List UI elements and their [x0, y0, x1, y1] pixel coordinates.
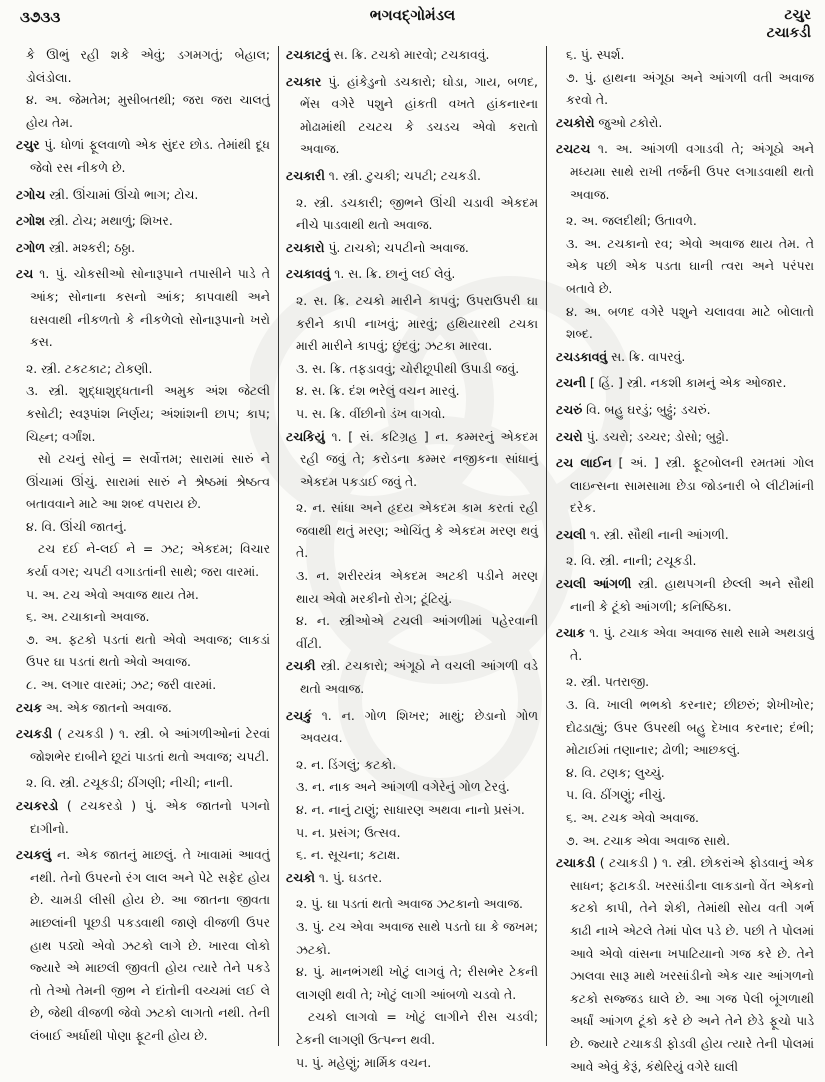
- dictionary-entry: [16, 210, 270, 233]
- idiom-definition: ટચકો લાગવો = ખોટું લાગીને રીસ ચડવી; ટેકની લાગણી ઉત્પન્ન થવી.: [296, 1009, 538, 1047]
- dictionary-entry: [556, 452, 814, 520]
- headword: ટચલી આંગળી: [556, 576, 632, 592]
- headword: ટચકરડો: [16, 798, 59, 813]
- headword: ટચરો: [556, 428, 583, 444]
- sense-definition: ૨. સ્ત્રી. ટકટકાટ; ટોકણી.: [26, 360, 153, 376]
- headword: ટચકી: [286, 658, 316, 674]
- definition: [ હિં. ] સ્ત્રી. નકશી કામનું એક ઓજાર.: [585, 375, 787, 391]
- dictionary-entry: [556, 573, 814, 618]
- sense-definition: ૪. વિ. ટણક; લુચ્ચું.: [566, 764, 665, 780]
- dictionary-entry: [286, 44, 538, 67]
- headword: ટચડકાવવું: [556, 348, 608, 364]
- dictionary-entry: [556, 346, 814, 369]
- headword: ટચટચ: [556, 141, 591, 157]
- sense-definition: ૩. સ્ત્રી. શુદ્ધાશુદ્ધતાની અમુક અંશ જેટલી કસોટી; સ્વરૂપાંશ નિર્ણય; અંશાંશની છાપ; કાપ; ચિહ્ન; વર્ગાંશ.: [26, 383, 270, 444]
- sense-definition: ૫. ન. પ્રસંગ; ઉત્સવ.: [296, 824, 401, 840]
- definition: ( ટચકડી ) ૧. સ્ત્રી. બે આંગળીઓનાં ટેરવાં જોશભેર દાબીને છૂટાં પાડતાં થતો અવાજ; ચપટી.: [30, 726, 270, 764]
- headword: ટચકાર: [286, 73, 322, 89]
- sense-definition: ૪. ન. નાનું ટાણું; સાધારણ અથવા નાનો પ્રસંગ.: [296, 802, 525, 817]
- sense-definition: ૬. પું. સ્પર્શ.: [566, 47, 625, 62]
- column-divider: [546, 46, 547, 1046]
- guide-words: [767, 6, 811, 42]
- definition: ૧. ન. ગોળ શિખર; માથું; છેડાનો ગોળ અવયવ.: [300, 707, 538, 746]
- dictionary-entry: [556, 622, 814, 667]
- headword: ટચ: [16, 266, 34, 282]
- headword: ટચરું: [556, 401, 583, 417]
- sense-definition: ૨. અ. જલદીથી; ઉતાવળે.: [566, 213, 697, 229]
- sense-definition: ૭. પું. હાથના અંગૂઠા અને આંગળી વતી અવાજ કરવો તે.: [566, 69, 814, 108]
- sense-definition: ૮. અ. લગાર વારમાં; ઝટ; જરી વારમાં.: [26, 677, 217, 693]
- idiom-definition: ટચ દઈ ને-લઈ ને = ઝટ; એકદમ; વિચાર કર્યા વગર; ચપટી વગાડતાંની સાથે; જરા વારમાં.: [26, 541, 270, 580]
- headword: ટચાક: [556, 625, 585, 641]
- definition: પું. હાંકેડુનો ડચકારો; ઘોડા, ગાય, બળદ, ભેંસ વગેરે પશુને હાંકતી વખતે હાંકનારના મોઢામાંથી ટચટચ કે ડચડચ એવો કરાતો અવાજ.: [300, 73, 538, 157]
- headword: ટચક: [16, 699, 42, 715]
- sense-definition: ૬. ન. સૂચના; કટાક્ષ.: [296, 847, 401, 863]
- column-2: [286, 44, 538, 1074]
- sense-definition: ૨. પું. ઘા પડતાં થતો અવાજ ઝટકાનો અવાજ.: [296, 896, 523, 912]
- dictionary-entry: [556, 138, 814, 206]
- dictionary-entry: [556, 399, 814, 422]
- sense-definition: ૪. અ. બળદ વગેરે પશુને ચલાવવા માટે બોલાતો શબ્દ.: [566, 303, 814, 342]
- definition: ૧. સ્ત્રી. સૌથી નાની આંગળી.: [586, 526, 729, 542]
- dictionary-entry: [286, 263, 538, 286]
- sense-definition: ૩. ન. નાક અને આંગળી વગેરેનું ગોળ ટેરવું.: [296, 779, 510, 795]
- definition: ૧. અ. આંગળી વગાડવી તે; અંગૂઠો અને મધ્યમા સાથે રાખી તર્જની ઉપર લગાડવાથી થતો અવાજ.: [570, 141, 814, 202]
- definition: પું. ટાચકો; ચપટીનો અવાજ.: [324, 239, 469, 255]
- definition: ૧. [ સં. કટિગ્રહ ] ન. કમ્મરનું એકદમ રહી જવું તે; કરોડના કમ્મર નજીકના સાંધાનું એકદમ પકડાઈ જવું તે.: [300, 428, 538, 489]
- definition: ૧. પું. ચોકસીઓ સોનારૂપાને તપાસીને પાડે તે આંક; સોનાના કસનો આંક; કાપવાથી અને ઘસવાથી નીકળતો કે નીકળેલો સોનારૂપાનો ખરો કસ.: [30, 266, 270, 350]
- definition: ૧. સ. ક્રિ. છાનું લઈ લેવું.: [330, 266, 456, 282]
- definition: ( ટચકરડો ) પું. એક જાતનો પગનો દાગીનો.: [30, 798, 270, 836]
- definition: વિ. બહુ ઘરડું; બુઢ્ઢું; ડચરું.: [582, 401, 711, 417]
- headword: ટચકાવવું: [286, 266, 331, 282]
- sense-definition: ૫. પું. મહેણું; માર્મિક વચન.: [296, 1054, 432, 1070]
- sense-definition: ૪. ન. સ્ત્રીઓએ ટચલી આંગળીમાં પહેરવાની વીંટી.: [296, 613, 538, 651]
- headword: ટચુર: [16, 137, 40, 153]
- headword: ટચકલું: [16, 847, 52, 863]
- guide-word-first: ટચુર: [784, 7, 811, 23]
- dictionary-entry: [556, 372, 814, 395]
- definition: સ્ત્રી. ટોચ; મથાળું; શિખર.: [44, 213, 173, 229]
- headword: ટચકું: [286, 707, 312, 723]
- definition: સ્ત્રી. હાથપગની છેલ્લી અને સૌથી નાની કે ટૂંકો આંગળી; કનિષ્ઠિકા.: [570, 576, 814, 614]
- definition: પું. ડચરો; ડચ્ચર; ડોસો; બુઢ્ઢો.: [582, 428, 729, 444]
- sense-definition: કે ઊભું રહી શકે એવું; ડગમગતું; બેહાલ; ડોલંડોલા.: [26, 47, 270, 85]
- dictionary-entry: [556, 524, 814, 547]
- headword: ટચની: [556, 375, 586, 391]
- sense-definition: ૪. પું. માનભંગથી ખોટું લાગવું તે; રીસભેર ટેકની લાગણી થવી તે; ખોટું લાગી આંબળો ચડવો તે.: [296, 964, 538, 1002]
- sense-definition: ૩. સ. ક્રિ. તફડાવવું; ચોરીછૂપીથી ઉપાડી જવું.: [296, 360, 520, 376]
- definition: સ્ત્રી. ઊંચામાં ઊંચો ભાગ; ટોચ.: [45, 186, 199, 202]
- sense-definition: ૨. વિ. સ્ત્રી. ટચૂકડી; ઠીંગણી; નીચી; નાની.: [26, 775, 234, 791]
- dictionary-entry: [286, 237, 538, 260]
- sense-definition: ૩. ન. શરીરયંત્ર એકદમ અટકી પડીને મરણ થાય એવો મરકીનો રોગ; ટૂંટિયું.: [296, 568, 538, 606]
- definition: ૧. પું. ટચાક એવા અવાજ સાથે સામે અથડાવું તે.: [570, 625, 814, 663]
- dictionary-entry: [556, 852, 814, 1078]
- sense-definition: ૨. વિ. સ્ત્રી. નાની; ટચૂકડી.: [566, 553, 697, 569]
- sense-definition: ૨. સ. ક્રિ. ટચકો મારીને કાપવું; ઉપરાઉપરી ઘા કરીને કાપી નાખવું; મારવું; હથિયારથી ટચકા મારી મારીને કાપવું; છુંદવું; ઝટકા મારવા.: [296, 292, 538, 354]
- sense-definition: ૨. ન. સાંધા અને હૃદય એકદમ કામ કરતાં રહી જવાથી થતું મરણ; ઓચિંતુ કે એકદમ મરણ થવું તે.: [296, 500, 538, 561]
- definition: સ. ક્રિ. વાપરવું.: [607, 348, 686, 364]
- dictionary-entry: [286, 655, 538, 700]
- sense-definition: ૫. વિ. ઠીંગણું; નીચું.: [566, 787, 666, 803]
- sense-definition: ૨. સ્ત્રી. ડચકારી; જીભને ઊંચી ચડાવી એકદમ નીચે પાડવાથી થતો અવાજ.: [296, 194, 538, 233]
- definition: સ્ત્રી. મશ્કરી; ઠઠ્ઠા.: [45, 239, 136, 255]
- headword: ટચકડી: [16, 726, 53, 742]
- page-header: [0, 0, 825, 44]
- guide-word-last: ટચાકડી: [766, 25, 811, 41]
- definition: [ અં. ] સ્ત્રી. ફૂટબોલની રમતમાં ગોલ લાઇન્સના સામસામા છેડા જોડનારી બે લીટીમાંની દરેક.: [570, 455, 814, 516]
- sense-definition: ૫. અ. ટચ એવો અવાજ થાય તેમ.: [26, 586, 199, 602]
- definition: સ. ક્રિ. ટચકો મારવો; ટચકાવવું.: [329, 47, 490, 62]
- headword: ટગોળ: [16, 239, 46, 255]
- column-1: [16, 44, 270, 1052]
- book-title: ભગવદ્ગોમંડલ: [369, 6, 456, 24]
- dictionary-entry: [286, 705, 538, 750]
- dictionary-entry: [16, 263, 270, 353]
- headword: ટચાકડી: [556, 855, 596, 871]
- definition: જુઓ ટકોરો.: [594, 114, 663, 130]
- definition: ન. એક જાતનું માછલું. તે ખાવામાં આવતું નથી. તેનો ઉપરનો રંગ લાલ અને પેટે સફેદ હોય છે. ચામડી લીસી હોય છે. આ જાતના જીવતા માછલાંની પૂછડી પકડવાથી જાણે વીજળી ઉપર હાથ પડ્યો એવો ઝટકો લાગે છે. ખારવા લોકો જ્યારે એ માછલી જીવતી હોય ત્યારે તેને પકડે તો તેઓ તેમની જીભ ને દાંતોની વચ્ચમાં લઈ લે છે, જેથી વીજળી જેવો ઝટકો લાગતો નથી. તેની લંબાઈ અર્ધાથી પોણા ફૂટની હોય છે.: [30, 847, 270, 1043]
- headword: ટગોચ: [16, 186, 46, 202]
- headword: ટચકારો: [286, 239, 325, 255]
- dictionary-entry: [286, 426, 538, 494]
- dictionary-entry: [286, 165, 538, 188]
- headword: ટચકાટવું: [286, 47, 330, 62]
- sense-definition: ૭. અ. ફટકો પડતાં થતો એવો અવાજ; લાકડાં ઉપર ઘા પડતાં થતો એવો અવાજ.: [26, 631, 270, 670]
- sense-definition: ૪. સ. ક્રિ. દંશ ભરેલું વચન મારવું.: [296, 383, 460, 399]
- definition: ૧. પું. ઘડતર.: [314, 869, 383, 885]
- dictionary-entry: [16, 723, 270, 768]
- headword: ટચકો: [286, 869, 315, 885]
- dictionary-entry: [16, 795, 270, 840]
- sense-definition: ૩. વિ. ખાલી ભભકો કરનાર; છીછરું; શેખીખોર; દોઢડાહ્યું; ઉપર ઉપરથી બહુ દેખાવ કરનાર; દંભી; મોટાઈમાં તણાનાર; ઢોળી; આછકલું.: [566, 697, 814, 758]
- sense-definition: ૩. અ. ટચકાનો રવ; એવો અવાજ થાય તેમ. તે એક પછી એક પડતા ઘાની ત્વરા અને પરંપરા બતાવે છે.: [566, 235, 814, 296]
- headword: ટચકિયું: [286, 428, 325, 444]
- column-divider: [278, 46, 279, 1046]
- column-3: [556, 44, 814, 1082]
- dictionary-entry: [556, 112, 814, 135]
- sense-definition: ૪. વિ. ઊંચી જાતનું.: [26, 518, 127, 534]
- headword: ટચલી: [556, 526, 587, 542]
- sense-definition: ૫. સ. ક્રિ. વીંછીનો ડંખ વાગવો.: [296, 405, 446, 421]
- dictionary-entry: [16, 134, 270, 179]
- headword: ટગોશ: [16, 213, 45, 229]
- sense-definition: ૪. અ. જેમતેમ; મુસીબતથી; જરા જરા ચાલતું હોય તેમ.: [26, 92, 270, 130]
- dictionary-entry: [16, 844, 270, 1047]
- sense-definition: ૭. અ. ટચાક એવા અવાજ સાથે.: [566, 832, 731, 848]
- sense-definition: ૬. અ. ટચક એવો અવાજ.: [566, 810, 699, 825]
- definition: ૧. સ્ત્રી. ટુચકી; ચપટી; ટચકડી.: [324, 167, 481, 183]
- dictionary-entry: [16, 237, 270, 260]
- sense-definition: ૨. સ્ત્રી. પતરાજી.: [566, 674, 650, 690]
- dictionary-entry: [16, 184, 270, 207]
- sense-definition: ૩. પું. ટચ એવા અવાજ સાથે પડતો ઘા કે જખમ; ઝટકો.: [296, 918, 538, 957]
- sense-definition: ૬. અ. ટચાકાનો અવાજ.: [26, 609, 150, 625]
- dictionary-entry: [16, 697, 270, 720]
- page-number: ૩૭૩૩: [20, 8, 61, 26]
- headword: ટચકારી: [286, 167, 325, 183]
- definition: ( ટચાકડી ) ૧. સ્ત્રી. છોકરાંએ ફોડવાનું એક સાધન; ફટાકડી. ખરસાંડીના લાકડાનો વેંત એકનો કટકો કાપી, તેને શેકી, તેમાંથી સોય વતી ગર્ભ કાઢી નાખે એટલે તેમાં પોલ પડે છે. પછી તે પોલમાં આવે એવો વાંસના ખપાટિયાનો ગજ કરે છે. તેને ઝાલવા સારૂ માથે ખરસાંડીનો એક ચાર આંગળનો કટકો સજ્જડ ઘાલે છે. આ ગજ પેલી બૂંગળાથી અર્ધાં આંગળ ટૂંકો કરે છે અને તેને છેડે ફૂચો પાડે છે. જ્યારે ટચાકડી ફોડવી હોય ત્યારે તેની પોલમાં આવે એવું કેરૂં, કંથેરિયું વગેરે ઘાલી: [570, 855, 814, 1074]
- dictionary-entry: [556, 426, 814, 449]
- dictionary-entry: [286, 867, 538, 890]
- definition: સ્ત્રી. ટચકારો; અંગૂઠો ને વચલી આંગળી વડે થતો અવાજ.: [300, 658, 538, 697]
- headword: ટચકોરો: [556, 114, 595, 130]
- sense-definition: ૨. ન. ડિંગલું; કટકો.: [296, 756, 397, 772]
- definition: પું. ધોળાં ફૂલવાળો એક સુંદર છોડ. તેમાંથી દૂધ જેવો રસ નીકળે છે.: [30, 137, 270, 175]
- headword: ટચ લાઈન: [556, 455, 612, 471]
- dictionary-entry: [286, 71, 538, 161]
- idiom-definition: સો ટચનું સોનું = સર્વોત્તમ; સારામાં સારું ને ઊંચામાં ઊંચું. સારામાં સારું ને શ્રેષ્ઠમાં શ્રેષ્ઠત્વ બતાવવાને માટે આ શબ્દ વપરાય છે.: [26, 451, 270, 512]
- definition: અ. એક જાતનો અવાજ.: [41, 699, 172, 715]
